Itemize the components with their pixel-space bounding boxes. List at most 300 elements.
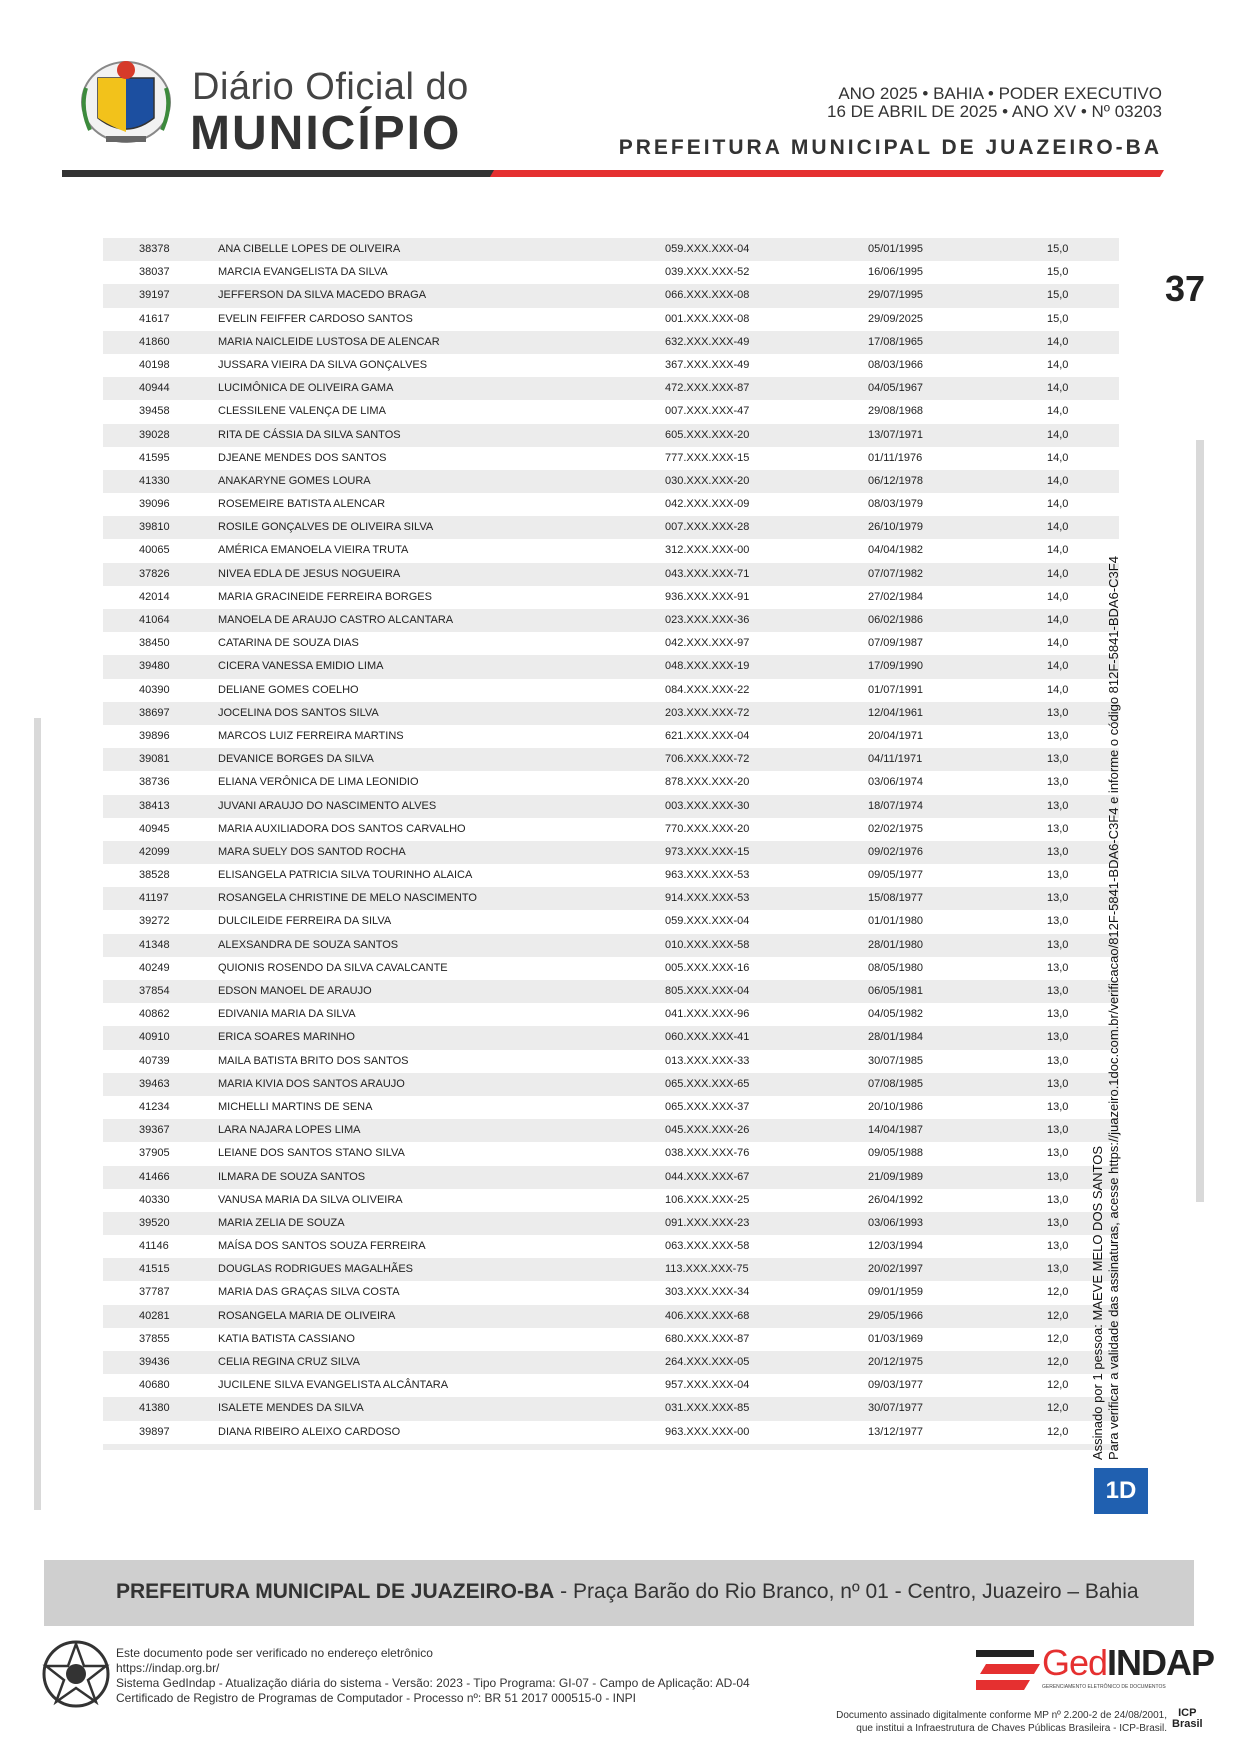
cell-name: ROSANGELA MARIA DE OLIVEIRA <box>218 1309 396 1322</box>
cell-date: 29/05/1966 <box>868 1309 924 1322</box>
footer-band <box>44 1560 1194 1626</box>
table-row <box>103 447 1119 470</box>
cell-cpf: 059.XXX.XXX-04 <box>665 915 750 928</box>
cell-name: LEIANE DOS SANTOS STANO SILVA <box>218 1147 405 1160</box>
table-row <box>103 1026 1119 1049</box>
table-row <box>103 284 1119 307</box>
cell-score: 14,0 <box>1047 335 1069 348</box>
cell-date: 07/08/1985 <box>868 1077 924 1090</box>
cell-name: MARIA GRACINEIDE FERREIRA BORGES <box>218 590 432 603</box>
cell-score: 14,0 <box>1047 358 1069 371</box>
header-divider-red <box>490 170 1164 177</box>
table-row <box>103 1328 1119 1351</box>
table-row <box>103 655 1119 678</box>
side-decoration-right <box>1196 440 1204 1202</box>
cell-name: RITA DE CÁSSIA DA SILVA SANTOS <box>218 428 401 441</box>
cell-date: 13/07/1971 <box>868 428 924 441</box>
cell-id: 40945 <box>139 822 170 835</box>
cell-score: 12,0 <box>1047 1402 1069 1415</box>
cell-score: 14,0 <box>1047 660 1069 673</box>
table-row <box>103 400 1119 423</box>
cell-name: CATARINA DE SOUZA DIAS <box>218 637 359 650</box>
cell-date: 13/12/1977 <box>868 1425 924 1438</box>
cell-cpf: 706.XXX.XXX-72 <box>665 753 750 766</box>
cell-id: 41348 <box>139 938 170 951</box>
gedindap-wordmark <box>1042 1642 1214 1684</box>
signature-stamp <box>1090 556 1122 1460</box>
cell-score: 13,0 <box>1047 985 1069 997</box>
cell-date: 15/08/1977 <box>868 892 924 905</box>
cell-cpf: 039.XXX.XXX-52 <box>665 266 750 279</box>
cell-id: 42014 <box>139 590 170 603</box>
cell-score: 12,0 <box>1047 1286 1069 1299</box>
cell-id: 37826 <box>139 567 170 580</box>
cell-name: DIANA RIBEIRO ALEIXO CARDOSO <box>218 1425 401 1438</box>
table-row <box>103 887 1119 910</box>
cell-id: 40910 <box>139 1031 170 1044</box>
cell-score: 14,0 <box>1047 498 1069 511</box>
cell-score: 13,0 <box>1047 1170 1069 1183</box>
cell-date: 06/05/1981 <box>868 985 924 997</box>
cell-score: 13,0 <box>1047 799 1069 812</box>
table-row <box>103 331 1119 354</box>
cell-name: MARIA KIVIA DOS SANTOS ARAUJO <box>218 1077 405 1090</box>
cell-id: 40390 <box>139 683 170 696</box>
edition-meta-line1: ANO 2025 • BAHIA • PODER EXECUTIVO <box>838 84 1162 103</box>
table-row <box>103 238 1119 261</box>
table-row <box>103 934 1119 957</box>
cell-id: 37855 <box>139 1332 170 1345</box>
table-row <box>103 864 1119 887</box>
cell-date: 03/06/1993 <box>868 1216 924 1229</box>
table-row <box>103 1189 1119 1212</box>
cell-cpf: 031.XXX.XXX-85 <box>665 1402 750 1415</box>
cell-cpf: 621.XXX.XXX-04 <box>665 729 750 742</box>
table-row <box>103 261 1119 284</box>
cell-cpf: 042.XXX.XXX-97 <box>665 637 750 650</box>
cell-id: 38528 <box>139 869 170 882</box>
cell-date: 28/01/1980 <box>868 938 924 951</box>
cell-name: JOCELINA DOS SANTOS SILVA <box>218 706 379 719</box>
footer-address-text: - Praça Barão do Rio Branco, nº 01 - Centro, Juazeiro – Bahia <box>554 1580 1139 1603</box>
cell-cpf: 957.XXX.XXX-04 <box>665 1379 750 1392</box>
cell-date: 18/07/1974 <box>868 799 924 812</box>
cell-score: 14,0 <box>1047 521 1069 534</box>
cell-id: 41234 <box>139 1100 170 1113</box>
side-decoration-left <box>34 718 41 1510</box>
cell-date: 17/08/1965 <box>868 335 924 348</box>
cell-cpf: 264.XXX.XXX-05 <box>665 1356 750 1368</box>
cell-cpf: 312.XXX.XXX-00 <box>665 544 750 557</box>
table-row <box>103 586 1119 609</box>
cell-id: 38697 <box>139 706 170 719</box>
cell-cpf: 023.XXX.XXX-36 <box>665 614 750 626</box>
cell-score: 12,0 <box>1047 1379 1069 1392</box>
cell-score: 13,0 <box>1047 1240 1069 1253</box>
cell-id: 41380 <box>139 1402 170 1415</box>
cell-cpf: 013.XXX.XXX-33 <box>665 1054 750 1067</box>
cell-score: 14,0 <box>1047 474 1069 487</box>
cell-cpf: 065.XXX.XXX-37 <box>665 1100 750 1113</box>
table-row <box>103 563 1119 586</box>
gedindap-logo <box>976 1640 1215 1700</box>
cell-cpf: 030.XXX.XXX-20 <box>665 474 750 487</box>
table-row <box>103 308 1119 331</box>
cell-date: 30/07/1977 <box>868 1402 924 1415</box>
cell-score: 14,0 <box>1047 428 1069 441</box>
cell-name: CICERA VANESSA EMIDIO LIMA <box>218 660 384 673</box>
cell-cpf: 973.XXX.XXX-15 <box>665 845 750 858</box>
cell-id: 41330 <box>139 474 170 487</box>
cell-date: 14/04/1987 <box>868 1124 924 1137</box>
onedoc-logo: 1D <box>1094 1468 1148 1514</box>
cell-score: 14,0 <box>1047 567 1069 580</box>
cell-score: 13,0 <box>1047 1216 1069 1229</box>
brand-title-bottom: MUNICÍPIO <box>190 107 462 160</box>
table-row <box>103 1212 1119 1235</box>
cell-score: 15,0 <box>1047 312 1069 325</box>
cell-date: 20/02/1997 <box>868 1263 924 1276</box>
cell-date: 28/01/1984 <box>868 1031 924 1044</box>
cell-id: 41064 <box>139 614 170 626</box>
table-row <box>103 1397 1119 1420</box>
cell-score: 13,0 <box>1047 1263 1069 1276</box>
signature-line1: Assinado por 1 pessoa: MAEVE MELO DOS SANTOS <box>1090 1145 1105 1460</box>
cell-date: 21/09/1989 <box>868 1170 924 1183</box>
header-divider-dark <box>62 170 502 177</box>
cell-date: 02/02/1975 <box>868 822 924 835</box>
signature-line2[interactable]: Para verificar a validade das assinaturas, acesse https://juazeiro.1doc.com.br/verificacao/812F-5841-BDA6-C3F4 e informe o código 812F-5841-BDA6-C3F4 <box>1106 556 1121 1460</box>
cell-cpf: 680.XXX.XXX-87 <box>665 1332 750 1345</box>
cell-cpf: 059.XXX.XXX-04 <box>665 243 750 255</box>
cell-cpf: 041.XXX.XXX-96 <box>665 1008 750 1021</box>
cell-cpf: 038.XXX.XXX-76 <box>665 1147 750 1160</box>
coat-of-arms-icon <box>76 48 176 148</box>
table-row <box>103 1119 1119 1142</box>
cell-date: 01/01/1980 <box>868 915 924 928</box>
table-row <box>103 841 1119 864</box>
cell-date: 07/07/1982 <box>868 567 924 580</box>
cell-date: 09/01/1959 <box>868 1286 924 1299</box>
page-number: 37 <box>1165 268 1206 309</box>
cell-cpf: 010.XXX.XXX-58 <box>665 938 750 951</box>
cell-cpf: 060.XXX.XXX-41 <box>665 1031 750 1044</box>
footer-address <box>116 1580 1139 1604</box>
cell-cpf: 914.XXX.XXX-53 <box>665 892 750 905</box>
cell-date: 20/10/1986 <box>868 1100 924 1113</box>
footer-prefeitura: PREFEITURA MUNICIPAL DE JUAZEIRO-BA <box>116 1580 555 1603</box>
verify-line1: Este documento pode ser verificado no endereço eletrônico <box>116 1646 433 1660</box>
cell-date: 04/11/1971 <box>868 753 923 766</box>
table-row <box>103 424 1119 447</box>
cell-score: 14,0 <box>1047 614 1069 626</box>
table-row <box>103 1166 1119 1189</box>
cell-name: NIVEA EDLA DE JESUS NOGUEIRA <box>218 567 401 580</box>
cell-score: 14,0 <box>1047 637 1069 650</box>
cell-name: ANA CIBELLE LOPES DE OLIVEIRA <box>218 243 401 255</box>
cell-score: 12,0 <box>1047 1332 1069 1345</box>
cell-id: 39463 <box>139 1077 170 1090</box>
table-row <box>103 1374 1119 1397</box>
gedindap-indap: INDAP <box>1107 1642 1215 1683</box>
verify-link[interactable]: https://indap.org.br/ <box>116 1661 220 1675</box>
gedindap-mark-icon <box>976 1650 1040 1698</box>
brand-title-top: Diário Oficial do <box>192 66 469 108</box>
table-row <box>103 1073 1119 1096</box>
legal-line2: que institui a Infraestrutura de Chaves Públicas Brasileira - ICP-Brasil. <box>856 1723 1167 1734</box>
cell-cpf: 045.XXX.XXX-26 <box>665 1124 750 1137</box>
cell-name: ELISANGELA PATRICIA SILVA TOURINHO ALAICA <box>218 869 473 882</box>
cell-name: DOUGLAS RODRIGUES MAGALHÃES <box>218 1263 413 1276</box>
cell-name: ELIANA VERÔNICA DE LIMA LEONIDIO <box>218 776 419 789</box>
cell-id: 39896 <box>139 729 170 742</box>
cell-id: 40944 <box>139 382 170 395</box>
table-row <box>103 377 1119 400</box>
cell-id: 37854 <box>139 985 170 997</box>
cell-score: 14,0 <box>1047 382 1069 395</box>
cell-id: 39367 <box>139 1124 170 1137</box>
cell-name: ALEXSANDRA DE SOUZA SANTOS <box>218 938 399 951</box>
cell-score: 13,0 <box>1047 1100 1069 1113</box>
cell-cpf: 003.XXX.XXX-30 <box>665 799 750 812</box>
cell-score: 13,0 <box>1047 1124 1069 1137</box>
cell-id: 40680 <box>139 1379 170 1392</box>
cell-cpf: 007.XXX.XXX-47 <box>665 405 750 418</box>
cell-date: 08/03/1966 <box>868 358 924 371</box>
cell-name: JUCILENE SILVA EVANGELISTA ALCÂNTARA <box>218 1379 449 1392</box>
cell-name: ROSEMEIRE BATISTA ALENCAR <box>218 498 386 511</box>
cell-id: 40065 <box>139 544 170 557</box>
cell-date: 29/09/2025 <box>868 312 924 325</box>
cell-name: EDIVANIA MARIA DA SILVA <box>218 1008 356 1021</box>
icp-line2: Brasil <box>1172 1718 1203 1730</box>
cell-cpf: 113.XXX.XXX-75 <box>665 1263 749 1276</box>
table-row <box>103 470 1119 493</box>
cell-score: 13,0 <box>1047 1031 1069 1044</box>
cell-date: 04/05/1982 <box>868 1008 924 1021</box>
cell-name: EDSON MANOEL DE ARAUJO <box>218 985 372 997</box>
cell-score: 13,0 <box>1047 706 1069 719</box>
table-row <box>103 725 1119 748</box>
cell-date: 03/06/1974 <box>868 776 924 789</box>
cell-score: 15,0 <box>1047 266 1069 279</box>
table-row <box>103 1281 1119 1304</box>
cell-date: 04/04/1982 <box>868 544 924 557</box>
cell-id: 38378 <box>139 243 170 255</box>
cell-cpf: 005.XXX.XXX-16 <box>665 961 750 974</box>
cell-name: CLESSILENE VALENÇA DE LIMA <box>218 405 386 418</box>
cell-date: 29/07/1995 <box>868 289 924 302</box>
table-row <box>103 957 1119 980</box>
cell-date: 09/02/1976 <box>868 845 924 858</box>
cell-date: 16/06/1995 <box>868 266 924 279</box>
cell-name: LARA NAJARA LOPES LIMA <box>218 1124 361 1137</box>
cell-cpf: 963.XXX.XXX-53 <box>665 869 750 882</box>
table-row <box>103 1050 1119 1073</box>
table-row <box>103 1003 1119 1026</box>
cell-score: 13,0 <box>1047 729 1069 742</box>
cell-name: ANAKARYNE GOMES LOURA <box>218 474 371 487</box>
cell-name: LUCIMÔNICA DE OLIVEIRA GAMA <box>218 382 394 395</box>
cell-name: MARCOS LUIZ FERREIRA MARTINS <box>218 729 404 742</box>
edition-meta-line2: 16 DE ABRIL DE 2025 • ANO XV • Nº 03203 <box>827 102 1162 121</box>
verify-line4: Certificado de Registro de Programas de Computador - Processo nº: BR 51 2017 000515-0 - INPI <box>116 1691 636 1705</box>
cell-id: 42099 <box>139 845 170 858</box>
cell-id: 39081 <box>139 753 170 766</box>
table-row <box>103 771 1119 794</box>
cell-date: 06/02/1986 <box>868 614 924 626</box>
cell-date: 05/01/1995 <box>868 243 924 255</box>
cell-cpf: 091.XXX.XXX-23 <box>665 1216 750 1229</box>
icp-brasil-logo <box>1172 1708 1203 1730</box>
table-row <box>103 980 1119 1003</box>
cell-cpf: 042.XXX.XXX-09 <box>665 498 750 511</box>
cell-id: 40330 <box>139 1193 170 1206</box>
cell-id: 41466 <box>139 1170 170 1183</box>
cell-date: 01/11/1976 <box>868 451 923 464</box>
cell-id: 40198 <box>139 358 170 371</box>
cell-id: 38736 <box>139 776 170 789</box>
table-row <box>103 354 1119 377</box>
cell-score: 13,0 <box>1047 892 1069 905</box>
cell-date: 09/05/1988 <box>868 1147 924 1160</box>
table-row <box>103 1142 1119 1165</box>
table-row <box>103 1421 1119 1444</box>
cell-id: 38450 <box>139 637 170 650</box>
cell-score: 13,0 <box>1047 1077 1069 1090</box>
table-row <box>103 748 1119 771</box>
cell-name: AMÉRICA EMANOELA VIEIRA TRUTA <box>218 544 409 557</box>
cell-date: 12/03/1994 <box>868 1240 924 1253</box>
cell-date: 09/03/1977 <box>868 1379 924 1392</box>
cell-date: 30/07/1985 <box>868 1054 924 1067</box>
cell-id: 39197 <box>139 289 170 302</box>
cell-id: 39028 <box>139 428 170 441</box>
cell-name: VANUSA MARIA DA SILVA OLIVEIRA <box>218 1193 403 1206</box>
cell-name: DULCILEIDE FERREIRA DA SILVA <box>218 915 392 928</box>
legal-line1: Documento assinado digitalmente conforme MP nº 2.200-2 de 24/08/2001, <box>836 1710 1167 1721</box>
cell-name: MARIA AUXILIADORA DOS SANTOS CARVALHO <box>218 822 466 835</box>
cell-score: 14,0 <box>1047 451 1069 464</box>
cell-id: 41595 <box>139 451 170 464</box>
cell-id: 39436 <box>139 1356 170 1368</box>
cell-date: 09/05/1977 <box>868 869 924 882</box>
cell-id: 41515 <box>139 1263 170 1276</box>
table-end <box>103 1444 1119 1450</box>
cell-score: 13,0 <box>1047 1008 1069 1021</box>
cell-date: 20/04/1971 <box>868 729 924 742</box>
cell-name: JUSSARA VIEIRA DA SILVA GONÇALVES <box>218 358 428 371</box>
cell-cpf: 065.XXX.XXX-65 <box>665 1077 750 1090</box>
results-table <box>103 238 1119 1450</box>
cell-id: 40862 <box>139 1008 170 1021</box>
table-row <box>103 493 1119 516</box>
table-row <box>103 679 1119 702</box>
cell-cpf: 632.XXX.XXX-49 <box>665 335 750 348</box>
page-header <box>62 44 1162 179</box>
cell-cpf: 007.XXX.XXX-28 <box>665 521 750 534</box>
cell-date: 07/09/1987 <box>868 637 924 650</box>
cell-id: 41860 <box>139 335 170 348</box>
cell-cpf: 805.XXX.XXX-04 <box>665 985 750 997</box>
cell-score: 15,0 <box>1047 243 1069 255</box>
cell-score: 13,0 <box>1047 822 1069 835</box>
cell-date: 17/09/1990 <box>868 660 924 673</box>
cell-cpf: 001.XXX.XXX-08 <box>665 312 750 325</box>
cell-cpf: 770.XXX.XXX-20 <box>665 822 750 835</box>
cell-id: 40249 <box>139 961 170 974</box>
verification-info <box>116 1646 750 1706</box>
cell-score: 12,0 <box>1047 1425 1069 1438</box>
cell-name: QUIONIS ROSENDO DA SILVA CAVALCANTE <box>218 961 448 974</box>
cell-name: MANOELA DE ARAUJO CASTRO ALCANTARA <box>218 614 454 626</box>
cell-score: 13,0 <box>1047 753 1069 766</box>
cell-name: MAÍSA DOS SANTOS SOUZA FERREIRA <box>218 1240 426 1253</box>
icp-line1: ICP <box>1178 1707 1197 1719</box>
cell-cpf: 605.XXX.XXX-20 <box>665 428 750 441</box>
cell-name: MARIA NAICLEIDE LUSTOSA DE ALENCAR <box>218 335 440 348</box>
cell-cpf: 777.XXX.XXX-15 <box>665 451 750 464</box>
cell-score: 13,0 <box>1047 1054 1069 1067</box>
cell-cpf: 406.XXX.XXX-68 <box>665 1309 750 1322</box>
cell-name: MICHELLI MARTINS DE SENA <box>218 1100 373 1113</box>
cell-name: ISALETE MENDES DA SILVA <box>218 1402 364 1415</box>
cell-id: 39096 <box>139 498 170 511</box>
cell-id: 38413 <box>139 799 170 812</box>
cell-name: JEFFERSON DA SILVA MACEDO BRAGA <box>218 289 427 302</box>
cell-name: CELIA REGINA CRUZ SILVA <box>218 1356 361 1368</box>
cell-date: 26/10/1979 <box>868 521 924 534</box>
cell-name: DEVANICE BORGES DA SILVA <box>218 753 374 766</box>
cell-score: 13,0 <box>1047 869 1069 882</box>
gedindap-ged: Ged <box>1042 1642 1108 1683</box>
cell-id: 41197 <box>139 892 169 905</box>
cell-score: 14,0 <box>1047 590 1069 603</box>
cell-name: MAILA BATISTA BRITO DOS SANTOS <box>218 1054 409 1067</box>
cell-date: 20/12/1975 <box>868 1356 924 1368</box>
cell-name: ROSANGELA CHRISTINE DE MELO NASCIMENTO <box>218 892 477 905</box>
cell-score: 12,0 <box>1047 1309 1069 1322</box>
cell-id: 37787 <box>139 1286 170 1299</box>
cell-id: 38037 <box>139 266 170 279</box>
cell-id: 40281 <box>139 1309 170 1322</box>
table-row <box>103 632 1119 655</box>
cell-name: MARCIA EVANGELISTA DA SILVA <box>218 266 388 279</box>
table-row <box>103 1258 1119 1281</box>
table-row <box>103 1351 1119 1374</box>
brazil-coat-of-arms-icon <box>40 1638 112 1710</box>
cell-date: 01/07/1991 <box>868 683 924 696</box>
cell-date: 08/05/1980 <box>868 961 924 974</box>
cell-id: 41617 <box>139 312 170 325</box>
cell-score: 13,0 <box>1047 1147 1069 1160</box>
cell-id: 39272 <box>139 915 170 928</box>
cell-score: 14,0 <box>1047 544 1069 557</box>
cell-id: 39897 <box>139 1425 170 1438</box>
cell-date: 26/04/1992 <box>868 1193 924 1206</box>
cell-cpf: 063.XXX.XXX-58 <box>665 1240 750 1253</box>
cell-name: DELIANE GOMES COELHO <box>218 683 359 696</box>
cell-score: 13,0 <box>1047 845 1069 858</box>
cell-cpf: 048.XXX.XXX-19 <box>665 660 750 673</box>
cell-name: MARIA DAS GRAÇAS SILVA COSTA <box>218 1286 400 1299</box>
cell-cpf: 044.XXX.XXX-67 <box>665 1170 750 1183</box>
cell-cpf: 084.XXX.XXX-22 <box>665 683 750 696</box>
cell-score: 14,0 <box>1047 405 1069 418</box>
cell-score: 13,0 <box>1047 961 1069 974</box>
cell-id: 39810 <box>139 521 170 534</box>
table-row <box>103 1096 1119 1119</box>
